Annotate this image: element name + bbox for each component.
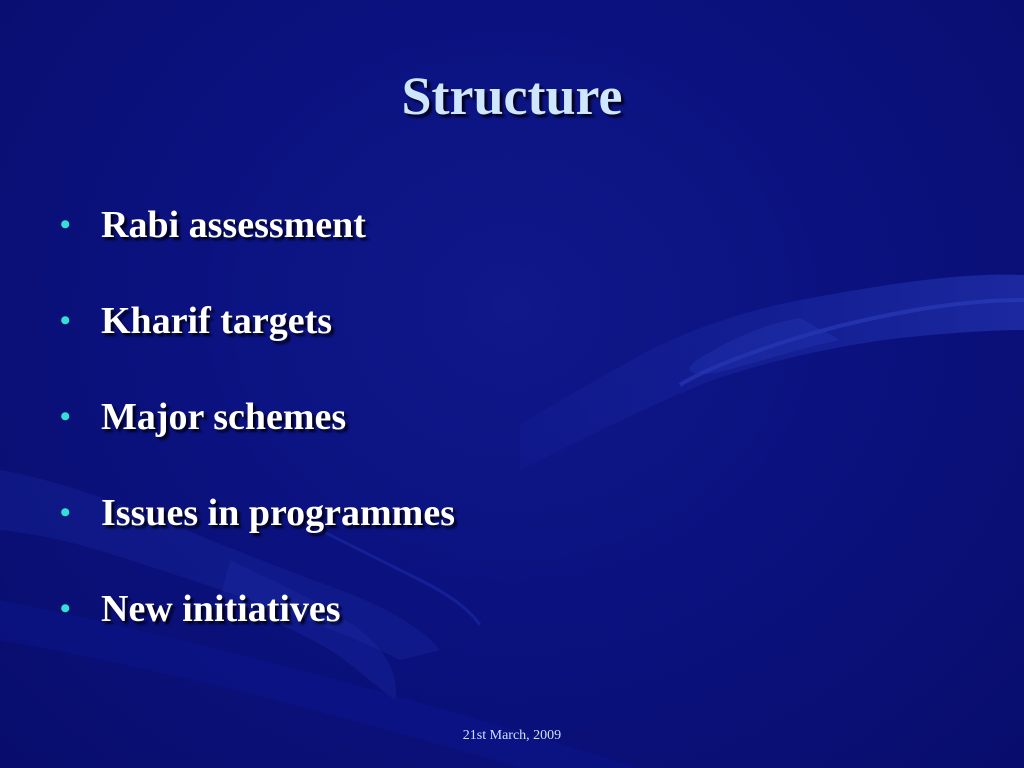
slide-title: Structure [401,66,623,126]
bullet-text: Issues in programmes [101,492,455,534]
footer-date: 21st March, 2009 [462,728,562,743]
bullet-text: Major schemes [101,396,347,438]
bullet-text: Rabi assessment [101,204,366,246]
bullet-text: New initiatives [101,588,341,630]
bullet-text: Kharif targets [101,300,333,342]
bullet-dot-icon: • [60,208,71,241]
bullet-dot-icon: • [60,496,71,529]
bullet-dot-icon: • [60,592,71,625]
bullet-dot-icon: • [60,400,71,433]
bullet-dot-icon: • [60,304,71,337]
